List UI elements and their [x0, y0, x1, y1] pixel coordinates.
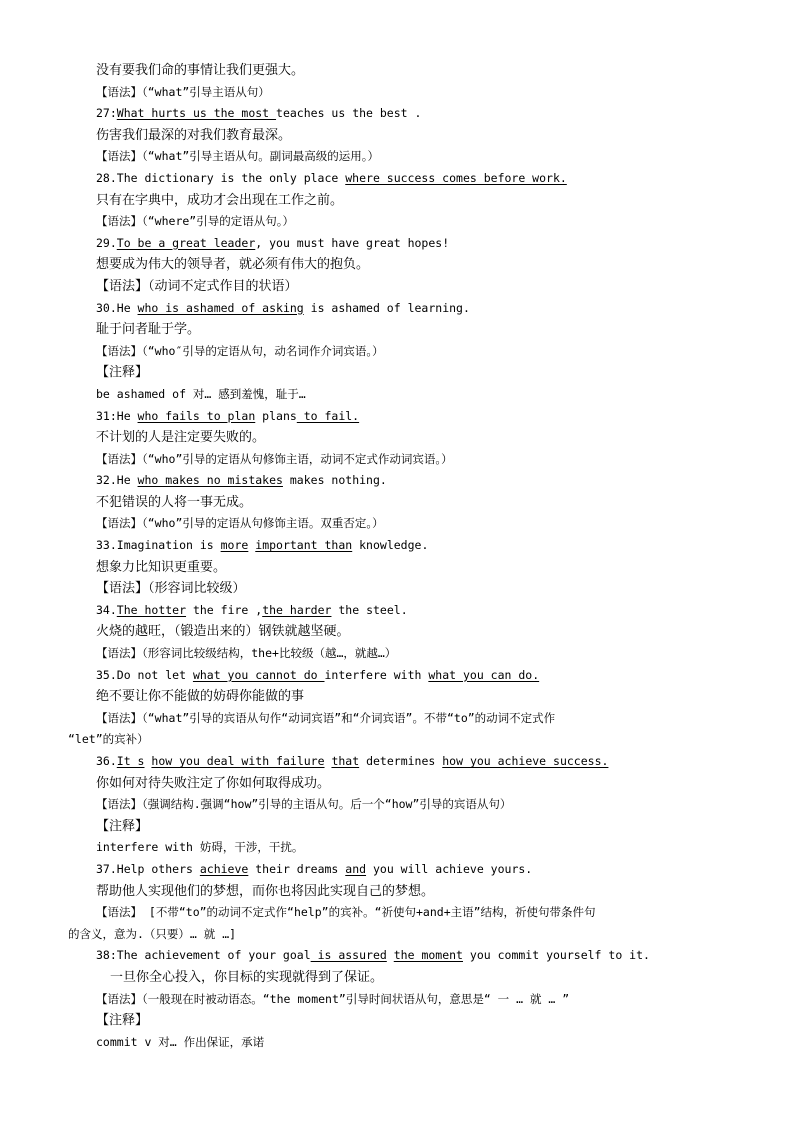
text-segment: you commit yourself to it.	[463, 948, 650, 963]
underlined-phrase: more	[220, 538, 249, 553]
text-segment: , you must have great hopes!	[255, 235, 450, 250]
underlined-phrase: to fail.	[296, 408, 360, 423]
text-line	[0, 427, 794, 449]
underlined-phrase: To be a great leader	[116, 235, 256, 250]
underlined-phrase: the moment	[393, 948, 463, 963]
underlined-phrase: The hotter	[116, 602, 187, 617]
text-segment: 火烧的越旺，（锻造出来的）钢铁就越坚硬。	[96, 624, 350, 640]
text-line	[0, 82, 794, 104]
text-line	[0, 902, 794, 924]
text-line	[0, 254, 794, 276]
underlined-phrase: who is ashamed of asking	[137, 300, 304, 315]
text-segment: makes nothing.	[282, 473, 387, 488]
text-line	[0, 233, 794, 255]
text-line	[0, 837, 794, 859]
underlined-phrase: what you cannot do	[192, 667, 325, 682]
text-segment: 【语法】 [不带“to”的动词不定式作“help”的宾补。“祈使句+and+主语”结构，祈使句带条件句	[96, 905, 596, 920]
text-segment: 27:	[96, 106, 117, 121]
text-line	[0, 881, 794, 903]
text-segment: 的含义，意为.（只要）… 就 …]	[68, 926, 237, 941]
text-line	[0, 1032, 794, 1054]
text-segment: interfere with	[324, 667, 429, 682]
text-line	[0, 362, 794, 384]
text-line	[0, 1010, 794, 1032]
text-line	[0, 276, 794, 298]
text-line	[0, 319, 794, 341]
text-segment: 38:The achievement of your goal	[96, 948, 311, 963]
text-line	[0, 751, 794, 773]
text-segment: 绝不要让你不能做的妨碍你能做的事	[96, 689, 305, 705]
underlined-phrase: how you deal with failure	[151, 754, 325, 768]
underlined-phrase: how you achieve success.	[442, 754, 609, 768]
text-line	[0, 211, 794, 233]
underlined-phrase: who makes no mistakes	[137, 473, 283, 488]
text-segment: knowledge.	[352, 538, 429, 553]
text-segment: 想要成为伟大的领导者，就必须有伟大的抱负。	[96, 257, 370, 273]
text-segment: 【注释】	[96, 818, 149, 834]
text-line	[0, 708, 794, 730]
text-line	[0, 945, 794, 967]
text-segment: 【语法】（形容词比较级结构，the+比较级（越…，就越…）	[96, 646, 397, 661]
underlined-phrase: that	[331, 754, 360, 768]
text-line	[0, 773, 794, 795]
text-segment: plans	[255, 408, 297, 423]
text-line	[0, 60, 794, 82]
text-segment: 37.Help others	[96, 861, 200, 876]
text-segment: 36.	[96, 754, 117, 768]
text-line	[0, 125, 794, 147]
text-segment: 【语法】（动词不定式作目的状语）	[96, 278, 298, 294]
text-segment: 伤害我们最深的对我们教育最深。	[96, 127, 292, 143]
text-line	[0, 600, 794, 622]
text-line	[0, 535, 794, 557]
text-line	[0, 470, 794, 492]
text-line	[0, 298, 794, 320]
text-segment	[387, 948, 394, 962]
text-segment: the fire ,	[186, 602, 263, 617]
text-segment: the steel.	[331, 602, 408, 617]
underlined-phrase: who fails to plan	[137, 408, 256, 423]
text-segment: 33.Imagination is	[96, 538, 221, 553]
text-line	[0, 406, 794, 428]
text-segment: 不计划的人是注定要失败的。	[96, 430, 266, 446]
underlined-phrase: the harder	[262, 602, 332, 617]
text-segment: 【语法】（强调结构.强调“how”引导的主语从句。后一个“how”引导的宾语从句）	[96, 797, 512, 812]
text-segment: 34.	[96, 602, 117, 617]
underlined-phrase: What hurts us the most	[116, 106, 277, 121]
text-line	[0, 967, 794, 989]
text-segment: commit v 对… 作出保证，承诺	[96, 1034, 265, 1049]
text-segment: 你如何对待失败注定了你如何取得成功。	[96, 775, 331, 791]
underlined-phrase: is assured	[310, 948, 387, 963]
text-line	[0, 859, 794, 881]
text-line	[0, 190, 794, 212]
text-line	[0, 513, 794, 535]
text-segment: 一旦你全心投入，你目标的实现就得到了保证。	[110, 969, 384, 985]
text-segment: 31:He	[96, 408, 138, 423]
text-segment: 只有在字典中，成功才会出现在工作之前。	[96, 192, 344, 208]
text-segment: 【注释】	[96, 365, 149, 381]
text-segment: 帮助他人实现他们的梦想，而你也将因此实现自己的梦想。	[96, 883, 435, 899]
text-segment: their dreams	[248, 861, 346, 876]
text-segment: 【语法】（“what”引导主语从句。副词最高级的运用。）	[96, 149, 380, 164]
text-line	[0, 729, 794, 751]
text-segment: 【语法】（形容词比较级）	[96, 581, 246, 597]
text-line	[0, 794, 794, 816]
text-line	[0, 168, 794, 190]
text-segment: teaches us the best .	[276, 106, 422, 121]
text-segment: 【语法】（“who”引导的定语从句修饰主语，动词不定式作动词宾语。）	[96, 451, 453, 466]
text-segment: 【语法】（“who″引导的定语从句，动名词作介词宾语。）	[96, 343, 384, 358]
text-line	[0, 492, 794, 514]
underlined-phrase: important than	[255, 538, 353, 553]
text-line	[0, 341, 794, 363]
text-line	[0, 643, 794, 665]
text-line	[0, 557, 794, 579]
text-segment: you will achieve yours.	[366, 861, 533, 876]
text-segment: 32.He	[96, 473, 138, 488]
underlined-phrase: what you can do.	[428, 667, 540, 682]
text-segment: 28.The dictionary is the only place	[96, 170, 346, 185]
text-line	[0, 578, 794, 600]
text-segment: be ashamed of 对… 感到羞愧，耻于…	[96, 386, 306, 401]
text-line	[0, 449, 794, 471]
underlined-phrase: achieve	[199, 861, 249, 876]
text-segment: 【语法】（“where”引导的定语从句。）	[96, 214, 294, 229]
text-segment: 35.Do not let	[96, 667, 193, 682]
text-segment: is ashamed of learning.	[303, 300, 470, 315]
text-segment: 想象力比知识更重要。	[96, 559, 227, 575]
text-line	[0, 989, 794, 1011]
text-segment: 耻于问者耻于学。	[96, 322, 201, 338]
text-line	[0, 384, 794, 406]
document-page	[0, 60, 794, 1053]
text-segment: 没有要我们命的事情让我们更强大。	[96, 63, 305, 78]
text-segment: interfere with 妨碍，干涉，干扰。	[96, 840, 304, 855]
text-line	[0, 686, 794, 708]
text-segment: 不犯错误的人将一事无成。	[96, 494, 253, 510]
text-line	[0, 924, 794, 946]
text-segment: 【语法】（“who”引导的定语从句修饰主语。双重否定。）	[96, 516, 384, 531]
text-line	[0, 103, 794, 125]
text-segment: 【语法】（一般现在时被动语态。“the moment”引导时间状语从句，意思是“ 一 … 就 … ”	[96, 991, 570, 1006]
text-segment: “let”的宾补）	[68, 732, 149, 747]
text-segment: 【注释】	[96, 1013, 149, 1029]
text-segment: 【语法】（“what”引导的宾语从句作“动词宾语”和“介词宾语”。不带“to”的动词不定式作	[96, 710, 556, 725]
underlined-phrase: where success comes before work.	[345, 170, 567, 185]
text-segment: 【语法】（“what”引导主语从句）	[96, 84, 270, 99]
text-segment: determines	[359, 754, 443, 768]
text-line	[0, 621, 794, 643]
underlined-phrase: It s	[116, 754, 145, 768]
text-line	[0, 665, 794, 687]
text-line	[0, 816, 794, 838]
text-segment: 30.He	[96, 300, 138, 315]
text-segment: 29.	[96, 235, 117, 250]
text-line	[0, 146, 794, 168]
underlined-phrase: and	[345, 861, 367, 876]
